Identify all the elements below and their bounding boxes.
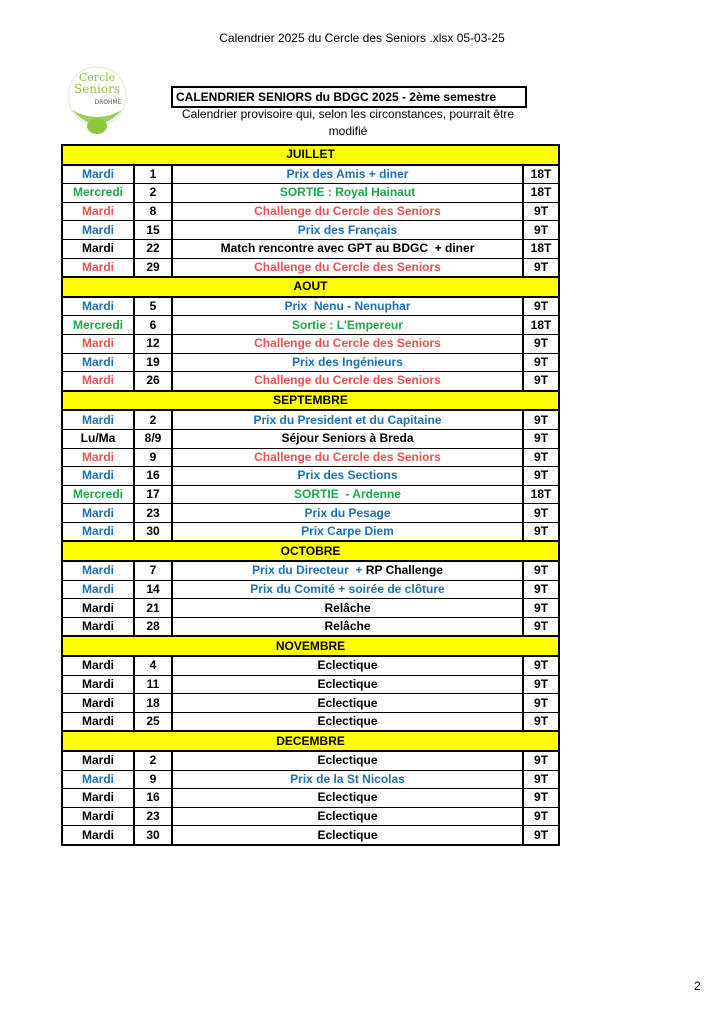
day-cell: Mardi [62, 202, 134, 221]
event-label: Eclectique [317, 809, 378, 824]
event-cell [172, 599, 523, 618]
event-cell [172, 522, 523, 541]
date-cell: 8 [134, 202, 172, 221]
event-cell [172, 316, 523, 335]
day-cell: Mardi [62, 297, 134, 316]
month-header-row [62, 636, 559, 656]
day-cell: Mardi [62, 504, 134, 523]
event-row [62, 522, 559, 541]
holes-cell: 18T [523, 316, 559, 335]
holes-cell: 9T [523, 789, 559, 808]
event-label: Eclectique [317, 827, 378, 842]
day-cell: Mercredi [62, 184, 134, 203]
event-label: Challenge du Cercle des Seniors [254, 449, 441, 464]
event-row [62, 410, 559, 429]
day-cell: Mardi [62, 617, 134, 636]
event-label: Prix du Pesage [304, 505, 391, 520]
date-cell: 26 [134, 372, 172, 391]
event-label: SORTIE : Royal Hainaut [279, 185, 416, 200]
date-cell: 2 [134, 410, 172, 429]
subtitle-line-1: Calendrier provisoire qui, selon les circonstances, pourrait être [181, 107, 515, 121]
month-name: OCTOBRE [62, 541, 559, 561]
holes-cell: 9T [523, 807, 559, 826]
date-cell: 6 [134, 316, 172, 335]
event-row [62, 258, 559, 277]
day-cell: Mardi [62, 334, 134, 353]
day-cell: Mardi [62, 826, 134, 845]
event-row [62, 316, 559, 335]
holes-cell: 9T [523, 429, 559, 448]
event-row [62, 580, 559, 599]
day-cell: Mardi [62, 770, 134, 789]
date-cell: 5 [134, 297, 172, 316]
holes-cell: 9T [523, 656, 559, 675]
event-row [62, 184, 559, 203]
event-label: Prix de la St Nicolas [290, 771, 405, 786]
day-cell: Mardi [62, 353, 134, 372]
event-cell [172, 184, 523, 203]
holes-cell: 18T [523, 485, 559, 504]
subtitle-line-2: modifié [328, 124, 368, 138]
day-cell: Mardi [62, 599, 134, 618]
event-label: Prix des Amis + diner [286, 166, 409, 181]
date-cell: 16 [134, 467, 172, 486]
day-cell: Mardi [62, 372, 134, 391]
event-row [62, 448, 559, 467]
day-cell: Mardi [62, 258, 134, 277]
event-label: Prix du Comité + soirée de clôture [250, 581, 445, 596]
event-label: Match rencontre avec GPT au BDGC + diner [220, 241, 475, 256]
event-cell [172, 751, 523, 770]
event-cell [172, 372, 523, 391]
day-cell: Mardi [62, 656, 134, 675]
event-label: Challenge du Cercle des Seniors [254, 373, 441, 388]
event-row [62, 297, 559, 316]
day-cell: Mardi [62, 165, 134, 184]
event-row [62, 770, 559, 789]
date-cell: 30 [134, 522, 172, 541]
holes-cell: 9T [523, 448, 559, 467]
holes-cell: 9T [523, 202, 559, 221]
event-label: Prix des Sections [297, 468, 398, 483]
date-cell: 9 [134, 448, 172, 467]
holes-cell: 9T [523, 770, 559, 789]
event-label-tail: RP Challenge [365, 563, 443, 578]
month-header-row [62, 731, 559, 751]
event-cell [172, 807, 523, 826]
document-header: Calendrier 2025 du Cercle des Seniors .xlsx 05-03-25 [219, 31, 505, 45]
event-label: Challenge du Cercle des Seniors [254, 336, 441, 351]
date-cell: 28 [134, 617, 172, 636]
event-cell [172, 789, 523, 808]
event-row [62, 353, 559, 372]
month-header-row [62, 391, 559, 411]
event-label: Prix des Français [297, 222, 398, 237]
holes-cell: 9T [523, 751, 559, 770]
event-cell [172, 770, 523, 789]
event-cell [172, 580, 523, 599]
event-row [62, 429, 559, 448]
event-row [62, 467, 559, 486]
event-label: Eclectique [317, 790, 378, 805]
day-cell: Mardi [62, 789, 134, 808]
day-cell: Mardi [62, 712, 134, 731]
holes-cell: 9T [523, 410, 559, 429]
date-cell: 29 [134, 258, 172, 277]
logo-text-cercle: Cercle [78, 71, 116, 84]
day-cell: Mercredi [62, 485, 134, 504]
date-cell: 17 [134, 485, 172, 504]
event-label: Relâche [324, 619, 371, 634]
event-cell [172, 165, 523, 184]
month-header-row [62, 145, 559, 165]
holes-cell: 18T [523, 184, 559, 203]
event-row [62, 826, 559, 845]
date-cell: 23 [134, 807, 172, 826]
event-row [62, 807, 559, 826]
date-cell: 2 [134, 184, 172, 203]
holes-cell: 9T [523, 522, 559, 541]
month-header-row [62, 277, 559, 297]
date-cell: 15 [134, 221, 172, 240]
holes-cell: 9T [523, 353, 559, 372]
date-cell: 22 [134, 239, 172, 258]
event-label: Prix des Ingénieurs [292, 354, 403, 369]
event-label: Prix Nenu - Nenuphar [284, 299, 411, 314]
day-cell: Mardi [62, 751, 134, 770]
event-cell [172, 202, 523, 221]
event-row [62, 221, 559, 240]
event-row [62, 789, 559, 808]
event-label: Séjour Seniors à Breda [281, 431, 414, 446]
logo-text-seniors: Seniors [73, 82, 121, 96]
event-row [62, 485, 559, 504]
event-row [62, 239, 559, 258]
event-label: Challenge du Cercle des Seniors [254, 259, 441, 274]
date-cell: 9 [134, 770, 172, 789]
holes-cell: 9T [523, 561, 559, 580]
day-cell: Mardi [62, 410, 134, 429]
event-cell [172, 504, 523, 523]
date-cell: 7 [134, 561, 172, 580]
event-cell [172, 297, 523, 316]
event-row [62, 751, 559, 770]
event-label: Sortie : L'Empereur [292, 317, 403, 332]
event-cell [172, 239, 523, 258]
holes-cell: 18T [523, 165, 559, 184]
event-label: Prix du Directeur + [252, 563, 366, 578]
event-cell [172, 410, 523, 429]
event-cell [172, 334, 523, 353]
event-row [62, 165, 559, 184]
date-cell: 8/9 [134, 429, 172, 448]
event-cell [172, 561, 523, 580]
event-row [62, 202, 559, 221]
event-cell [172, 448, 523, 467]
event-label: SORTIE - Ardenne [294, 486, 401, 501]
event-cell [172, 485, 523, 504]
event-row [62, 599, 559, 618]
month-header-row [62, 541, 559, 561]
holes-cell: 9T [523, 675, 559, 694]
calendar-title: CALENDRIER SENIORS du BDGC 2025 - 2ème semestre [171, 86, 527, 108]
holes-cell: 9T [523, 258, 559, 277]
event-cell [172, 353, 523, 372]
holes-cell: 18T [523, 239, 559, 258]
event-cell [172, 826, 523, 845]
date-cell: 16 [134, 789, 172, 808]
event-cell [172, 675, 523, 694]
event-label: Prix du President et du Capitaine [253, 412, 442, 427]
calendar-subtitle [171, 106, 525, 140]
date-cell: 2 [134, 751, 172, 770]
event-label: Eclectique [317, 676, 378, 691]
holes-cell: 9T [523, 297, 559, 316]
event-cell [172, 656, 523, 675]
date-cell: 1 [134, 165, 172, 184]
date-cell: 12 [134, 334, 172, 353]
event-label: Challenge du Cercle des Seniors [254, 204, 441, 219]
event-label: Prix Carpe Diem [301, 524, 394, 539]
month-name: SEPTEMBRE [62, 391, 559, 411]
date-cell: 14 [134, 580, 172, 599]
holes-cell: 9T [523, 599, 559, 618]
holes-cell: 9T [523, 826, 559, 845]
date-cell: 18 [134, 694, 172, 713]
date-cell: 21 [134, 599, 172, 618]
holes-cell: 9T [523, 372, 559, 391]
holes-cell: 9T [523, 467, 559, 486]
event-label: Eclectique [317, 714, 378, 729]
date-cell: 25 [134, 712, 172, 731]
day-cell: Mardi [62, 221, 134, 240]
holes-cell: 9T [523, 694, 559, 713]
day-cell: Mardi [62, 239, 134, 258]
holes-cell: 9T [523, 712, 559, 731]
day-cell: Mardi [62, 467, 134, 486]
event-label: Eclectique [317, 753, 378, 768]
date-cell: 30 [134, 826, 172, 845]
holes-cell: 9T [523, 221, 559, 240]
month-name: JUILLET [62, 145, 559, 165]
event-row [62, 656, 559, 675]
holes-cell: 9T [523, 334, 559, 353]
event-cell [172, 467, 523, 486]
date-cell: 11 [134, 675, 172, 694]
event-label: Eclectique [317, 658, 378, 673]
event-row [62, 561, 559, 580]
event-row [62, 712, 559, 731]
event-cell [172, 429, 523, 448]
event-cell [172, 617, 523, 636]
event-label: Eclectique [317, 695, 378, 710]
date-cell: 23 [134, 504, 172, 523]
event-row [62, 617, 559, 636]
event-cell [172, 694, 523, 713]
day-cell: Lu/Ma [62, 429, 134, 448]
day-cell: Mardi [62, 675, 134, 694]
day-cell: Mercredi [62, 316, 134, 335]
day-cell: Mardi [62, 580, 134, 599]
event-label: Relâche [324, 600, 371, 615]
holes-cell: 9T [523, 580, 559, 599]
logo-text-brand: DROHME [94, 99, 122, 106]
event-row [62, 334, 559, 353]
day-cell: Mardi [62, 807, 134, 826]
holes-cell: 9T [523, 504, 559, 523]
event-row [62, 372, 559, 391]
event-row [62, 675, 559, 694]
event-row [62, 504, 559, 523]
event-cell [172, 221, 523, 240]
month-name: DECEMBRE [62, 731, 559, 751]
day-cell: Mardi [62, 561, 134, 580]
event-cell [172, 258, 523, 277]
month-name: NOVEMBRE [62, 636, 559, 656]
date-cell: 4 [134, 656, 172, 675]
page-number: 2 [694, 979, 701, 993]
day-cell: Mardi [62, 694, 134, 713]
month-name: AOUT [62, 277, 559, 297]
day-cell: Mardi [62, 448, 134, 467]
holes-cell: 9T [523, 617, 559, 636]
cercle-seniors-logo [64, 66, 130, 136]
day-cell: Mardi [62, 522, 134, 541]
date-cell: 19 [134, 353, 172, 372]
calendar-table [61, 144, 560, 846]
event-row [62, 694, 559, 713]
event-cell [172, 712, 523, 731]
